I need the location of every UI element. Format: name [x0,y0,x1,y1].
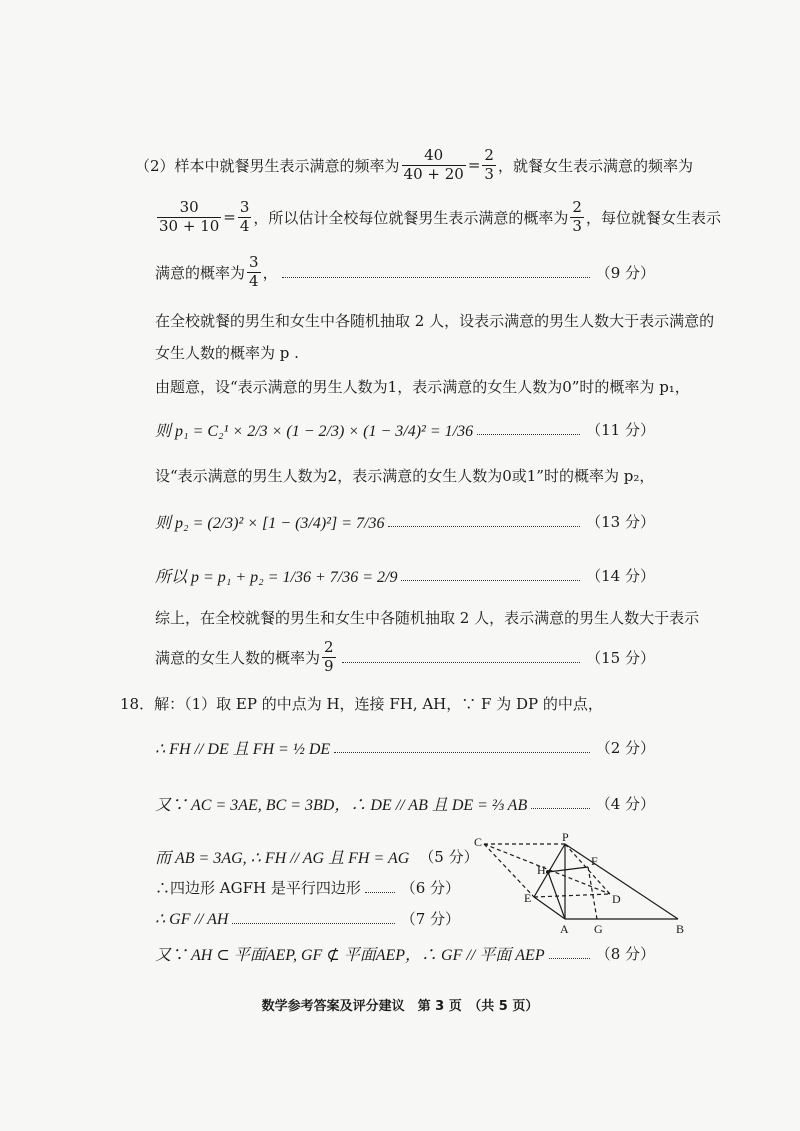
label-E: E [524,891,532,905]
text: 由题意，设“表示满意的男生人数为1，表示满意的女生人数为0”时的概率为 p₁， [155,378,690,396]
text: 满意的概率为 [155,263,246,282]
part2-line-11 [155,607,699,628]
page-footer: 数学参考答案及评分建议 第 3 页 （共 5 页） [261,999,539,1014]
fraction: $\frac{40}{40 + 20}$ [403,146,464,183]
formula: 又∵ AC = 3AE, BC = 3BD，∴ DE // AB 且 DE = ⅔ AB [155,797,528,814]
q18-line-1 [120,693,603,714]
part2-line-12 [155,640,655,675]
edge-CD [484,844,610,894]
part2-line-3 [155,255,655,290]
score-label: （6 分） [400,879,460,897]
text: 满意的女生人数的概率为 [155,648,321,667]
label-C: C [474,835,483,849]
score-label: （15 分） [586,648,655,667]
formula: ∴四边形 AGFH 是平行四边形 [155,879,361,897]
text: 18．解：（1）取 EP 的中点为 H，连接 FH, AH，∵ F 为 DP 的中点， [120,695,603,713]
leader-dots [282,277,590,278]
score-label: （4 分） [595,795,655,813]
score-label: （11 分） [586,421,655,439]
score-label: （8 分） [595,945,655,963]
leader-dots [232,923,394,924]
text: ，就餐女生表示满意的频率为 [497,156,693,175]
text: ，每位就餐女生表示 [585,208,721,227]
q18-line-4 [155,845,479,868]
fraction: $\frac{2}{3}$ [484,146,494,183]
text: 女生人数的概率为 p . [155,344,299,362]
fraction: $\frac{2}{3}$ [572,198,582,235]
label-D: D [612,892,621,906]
score-label: （5 分） [419,848,479,866]
edge-ED [534,894,610,897]
part2-line-8 [155,465,654,486]
label-A: A [560,922,569,936]
label-H: H [537,863,546,877]
formula: 则 p₂ = (2/3)² × [1 − (3/4)²] = 7/36 [155,515,385,532]
score-label: （14 分） [586,567,655,585]
fraction: $\frac{3}{4}$ [239,198,250,235]
edge-CE [484,844,534,897]
part2-line-6 [155,376,690,397]
equals: = [223,208,236,227]
text: ，所以估计全校每位就餐男生表示满意的概率为 [253,208,569,227]
edge-PB [565,844,678,919]
formula: ∴ FH // DE 且 FH = ½ DE [155,741,331,758]
label-G: G [594,922,603,936]
label-B: B [676,922,685,936]
fraction: $\frac{2}{9}$ [324,638,334,675]
leader-dots [334,752,590,753]
label-P: P [562,832,569,844]
text: （2）样本中就餐男生表示满意的频率为 [135,156,400,175]
part2-line-2 [155,200,721,235]
part2-line-1 [135,148,693,183]
q18-line-5 [155,877,460,898]
leader-dots [365,892,395,893]
fraction: $\frac{3}{4}$ [249,253,259,290]
leader-dots [388,526,580,527]
text: 设“表示满意的男生人数为2，表示满意的女生人数为0或1”时的概率为 p₂， [155,467,655,485]
formula: 而 AB = 3AG, ∴ FH // AG 且 FH = AG [155,850,410,867]
point-H [546,870,550,874]
q18-line-3 [155,792,655,815]
score-label: （9 分） [595,263,655,282]
score-label: （7 分） [400,910,460,928]
text: 在全校就餐的男生和女生中各随机抽取 2 人，设表示满意的男生人数大于表示满意的 [155,312,715,330]
formula: 所以 p = p₁ + p₂ = 1/36 + 7/36 = 2/9 [155,569,398,586]
part2-line-5 [155,342,299,363]
q18-line-6 [155,908,460,929]
leader-dots [531,808,589,809]
edge-EA [534,897,565,919]
formula: 则 p₁ = C₂¹ × 2/3 × (1 − 2/3) × (1 − 3/4)² = 1/36 [155,423,474,440]
part2-line-9 [155,510,655,533]
part2-line-10 [155,564,655,587]
text: 综上，在全校就餐的男生和女生中各随机抽取 2 人，表示满意的男生人数大于表示 [155,609,700,627]
leader-dots [477,434,580,435]
comma: ， [262,263,278,282]
segment-FG [588,867,597,919]
segment-HF [548,867,588,872]
score-label: （2 分） [595,739,655,757]
leader-dots [342,662,581,663]
score-label: （13 分） [586,513,655,531]
part2-line-4 [155,310,714,331]
pyramid-figure [470,832,690,942]
label-F: F [591,854,598,868]
part2-line-7 [155,418,655,441]
formula: 又∵ AH ⊂ 平面AEP, GF ⊄ 平面AEP，∴ GF // 平面 AEP [155,947,545,964]
q18-line-2 [155,736,655,759]
leader-dots [549,958,590,959]
leader-dots [401,580,580,581]
q18-line-7 [155,942,655,965]
fraction: $\frac{30}{30 + 10}$ [159,198,220,235]
equals: = [467,156,481,175]
formula: ∴ GF // AH [155,910,229,928]
